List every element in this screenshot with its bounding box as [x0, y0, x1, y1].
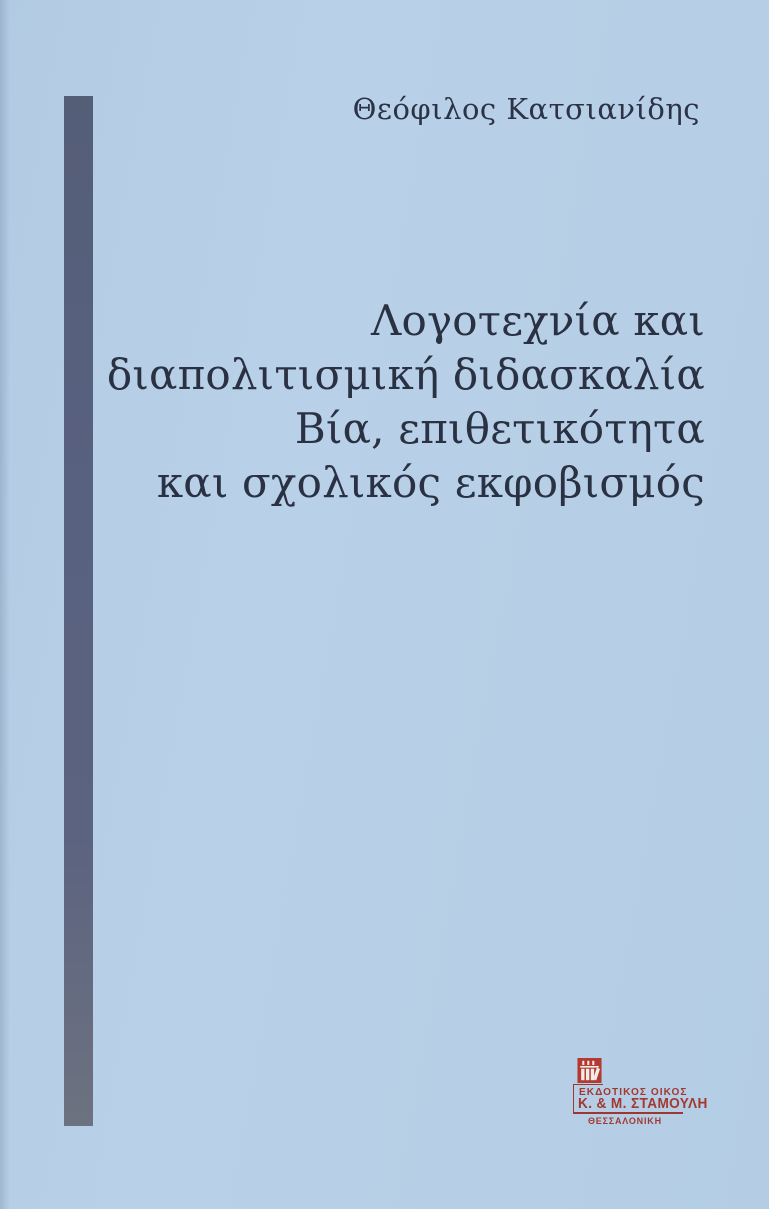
book-title — [107, 294, 705, 510]
title-line-1: Λογοτεχνία και — [370, 296, 705, 345]
title-line-3: Βία, επιθετικότητα — [294, 404, 705, 453]
author-name: Θεόφιλος Κατσιανίδης — [352, 92, 700, 126]
publisher-logo — [560, 1050, 708, 1140]
publisher-name-line2: Κ. & Μ. ΣΤΑΜΟΥΛΗ — [578, 1096, 708, 1112]
publisher-city: ΘΕΣΣΑΛΟΝΙΚΗ — [588, 1116, 662, 1126]
publisher-name-line1: ΕΚΔΟΤΙΚΟΣ ΟΙΚΟΣ — [579, 1086, 688, 1098]
title-line-4: και σχολικός εκφοβισμός — [156, 458, 705, 507]
logo-frame-left-line — [573, 1084, 574, 1112]
accent-bar — [64, 96, 93, 1126]
books-shelf-icon — [577, 1058, 602, 1083]
logo-frame-top-line — [573, 1084, 603, 1085]
title-line-2: διαπολιτισμική διδασκαλία — [106, 350, 705, 399]
publisher-rule — [573, 1112, 683, 1114]
